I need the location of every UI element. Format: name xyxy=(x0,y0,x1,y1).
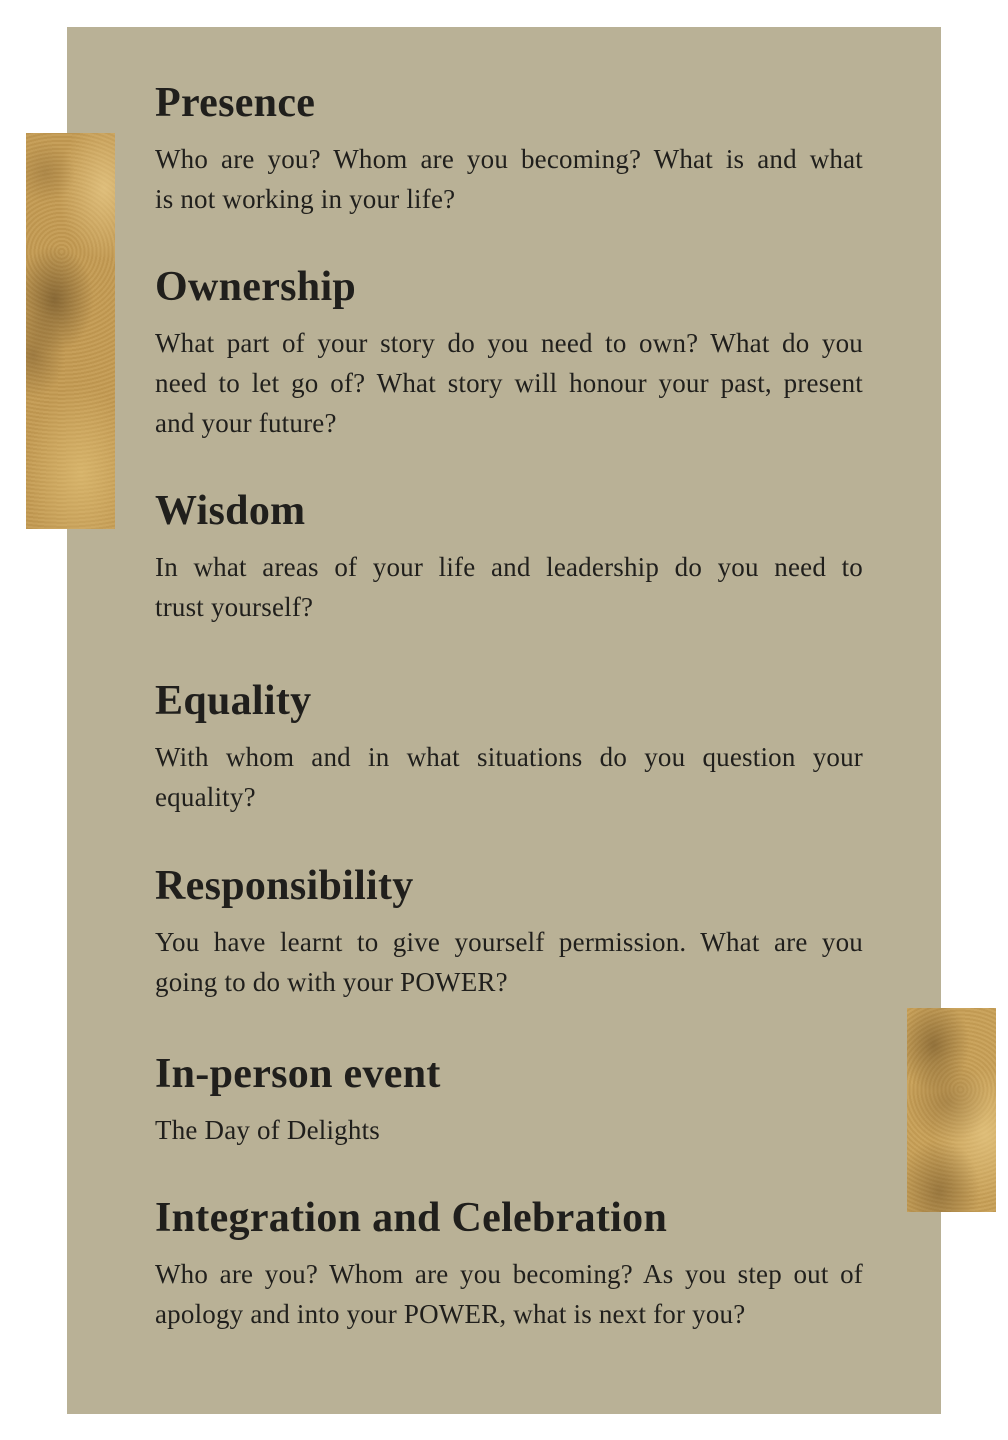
gold-foil-texture-left xyxy=(26,133,115,529)
program-outline xyxy=(155,82,863,1334)
section-wisdom xyxy=(155,490,863,627)
section-heading: Integration and Celebration xyxy=(155,1195,668,1241)
section-heading: Wisdom xyxy=(155,488,306,534)
section-heading: Presence xyxy=(155,80,316,126)
section-responsibility xyxy=(155,865,863,1002)
body-line: need to let go of? What story will honour your past, present xyxy=(155,368,863,398)
body-line: The Day of Delights xyxy=(155,1115,380,1145)
body-line: Who are you? Whom are you becoming? What is and what xyxy=(155,144,863,174)
body-line: is not working in your life? xyxy=(155,184,456,214)
section-integration-celebration xyxy=(155,1197,863,1334)
section-presence xyxy=(155,82,863,219)
body-line: trust yourself? xyxy=(155,592,314,622)
body-line: In what areas of your life and leadership do you need to xyxy=(155,552,863,582)
section-heading: In-person event xyxy=(155,1051,441,1097)
section-heading: Responsibility xyxy=(155,863,414,909)
section-heading: Equality xyxy=(155,678,312,724)
body-line: equality? xyxy=(155,782,256,812)
gold-foil-texture-right xyxy=(907,1008,996,1212)
body-line: With whom and in what situations do you question your xyxy=(155,742,863,772)
content-panel xyxy=(67,27,941,1414)
body-line: You have learnt to give yourself permission. What are you xyxy=(155,927,863,957)
section-ownership xyxy=(155,266,863,443)
section-heading: Ownership xyxy=(155,264,357,310)
body-line: What part of your story do you need to own? What do you xyxy=(155,328,863,358)
body-line: going to do with your POWER? xyxy=(155,967,508,997)
section-in-person-event xyxy=(155,1053,863,1150)
body-line: apology and into your POWER, what is next for you? xyxy=(155,1299,746,1329)
body-line: Who are you? Whom are you becoming? As you step out of xyxy=(155,1259,863,1289)
body-line: and your future? xyxy=(155,408,337,438)
section-equality xyxy=(155,680,863,817)
